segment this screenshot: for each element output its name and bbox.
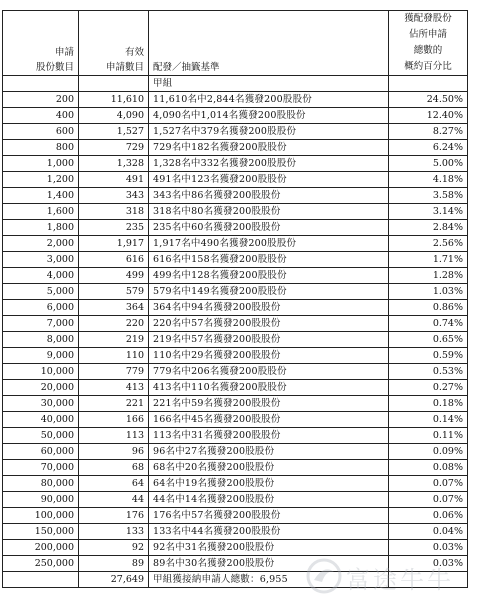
cell-allocation-basis: 499名中128名獲發200股股份 <box>149 268 389 284</box>
table-row <box>3 508 468 524</box>
table-body <box>3 76 468 572</box>
cell-valid-applications: 1,527 <box>79 124 149 140</box>
cell-valid-applications: 11,610 <box>79 92 149 108</box>
allocation-table <box>2 10 468 588</box>
cell-valid-applications: 166 <box>79 412 149 428</box>
cell-valid-applications: 110 <box>79 348 149 364</box>
cell-shares-applied: 10,000 <box>3 364 79 380</box>
cell-shares-applied: 20,000 <box>3 380 79 396</box>
cell-approx-percentage: 0.06% <box>389 508 468 524</box>
table-row <box>3 300 468 316</box>
header-valid-applications: 有效 申請數目 <box>79 11 149 76</box>
cell-approx-percentage: 0.27% <box>389 380 468 396</box>
cell-valid-applications: 44 <box>79 492 149 508</box>
cell-valid-applications: 364 <box>79 300 149 316</box>
total-percentage <box>389 572 468 588</box>
cell-approx-percentage: 1.28% <box>389 268 468 284</box>
cell-valid-applications: 113 <box>79 428 149 444</box>
table-row <box>3 252 468 268</box>
cell-shares-applied: 100,000 <box>3 508 79 524</box>
cell-valid-applications: 64 <box>79 476 149 492</box>
cell-approx-percentage: 0.09% <box>389 444 468 460</box>
cell-approx-percentage: 0.03% <box>389 556 468 572</box>
cell-allocation-basis: 729名中182名獲發200股股份 <box>149 140 389 156</box>
cell-shares-applied: 6,000 <box>3 300 79 316</box>
table-row <box>3 492 468 508</box>
table-row <box>3 236 468 252</box>
cell-shares-applied: 70,000 <box>3 460 79 476</box>
table-row <box>3 348 468 364</box>
cell-valid-applications: 176 <box>79 508 149 524</box>
cell-valid-applications: 499 <box>79 268 149 284</box>
cell-approx-percentage: 0.04% <box>389 524 468 540</box>
cell-valid-applications: 89 <box>79 556 149 572</box>
cell-allocation-basis: 68名中20名獲發200股股份 <box>149 460 389 476</box>
cell-approx-percentage: 0.86% <box>389 300 468 316</box>
table-row <box>3 412 468 428</box>
cell-shares-applied: 200 <box>3 92 79 108</box>
cell-shares-applied: 150,000 <box>3 524 79 540</box>
header-allocation-basis: 配發／抽籤基準 <box>149 11 389 76</box>
cell-approx-percentage: 2.56% <box>389 236 468 252</box>
cell-approx-percentage: 1.03% <box>389 284 468 300</box>
cell-approx-percentage: 5.00% <box>389 156 468 172</box>
table-row <box>3 268 468 284</box>
cell-valid-applications: 133 <box>79 524 149 540</box>
cell-allocation-basis: 779名中206名獲發200股股份 <box>149 364 389 380</box>
cell-approx-percentage: 24.50% <box>389 92 468 108</box>
cell-allocation-basis: 219名中57名獲發200股股份 <box>149 332 389 348</box>
group-label-row <box>3 76 468 92</box>
cell-approx-percentage: 6.24% <box>389 140 468 156</box>
cell-valid-applications: 491 <box>79 172 149 188</box>
cell-shares-applied: 600 <box>3 124 79 140</box>
table-row <box>3 460 468 476</box>
table-row <box>3 444 468 460</box>
cell-valid-applications: 220 <box>79 316 149 332</box>
table-row <box>3 284 468 300</box>
table-header-row <box>3 11 468 76</box>
cell-allocation-basis: 221名中59名獲發200股股份 <box>149 396 389 412</box>
cell-shares-applied: 250,000 <box>3 556 79 572</box>
cell-valid-applications: 779 <box>79 364 149 380</box>
cell-approx-percentage: 0.65% <box>389 332 468 348</box>
table-row <box>3 364 468 380</box>
watermark-text: 富途牛牛 <box>346 566 454 594</box>
table-row <box>3 316 468 332</box>
table-total-row <box>3 572 468 588</box>
table-row <box>3 556 468 572</box>
cell-approx-percentage: 3.58% <box>389 188 468 204</box>
cell-allocation-basis: 4,090名中1,014名獲發200股股份 <box>149 108 389 124</box>
cell-valid-applications: 343 <box>79 188 149 204</box>
cell-allocation-basis: 616名中158名獲發200股股份 <box>149 252 389 268</box>
cell-shares-applied: 400 <box>3 108 79 124</box>
cell-allocation-basis: 96名中27名獲發200股股份 <box>149 444 389 460</box>
cell-shares-applied: 200,000 <box>3 540 79 556</box>
cell-allocation-basis: 579名中149名獲發200股股份 <box>149 284 389 300</box>
cell-valid-applications: 729 <box>79 140 149 156</box>
cell-valid-applications: 579 <box>79 284 149 300</box>
cell-allocation-basis: 92名中31名獲發200股股份 <box>149 540 389 556</box>
cell-shares-applied: 2,000 <box>3 236 79 252</box>
cell-allocation-basis: 113名中31名獲發200股股份 <box>149 428 389 444</box>
cell-allocation-basis: 1,328名中332名獲發200股股份 <box>149 156 389 172</box>
table-row <box>3 172 468 188</box>
table-row <box>3 188 468 204</box>
cell-shares-applied: 1,400 <box>3 188 79 204</box>
cell-shares-applied: 1,800 <box>3 220 79 236</box>
cell-valid-applications: 235 <box>79 220 149 236</box>
table-row <box>3 204 468 220</box>
cell-approx-percentage: 0.07% <box>389 476 468 492</box>
cell-shares-applied: 60,000 <box>3 444 79 460</box>
cell-allocation-basis: 1,527名中379名獲發200股股份 <box>149 124 389 140</box>
cell-valid-applications: 1,917 <box>79 236 149 252</box>
cell-valid-applications: 96 <box>79 444 149 460</box>
cell-approx-percentage: 0.11% <box>389 428 468 444</box>
cell-valid-applications: 413 <box>79 380 149 396</box>
cell-valid-applications: 92 <box>79 540 149 556</box>
cell-shares-applied: 90,000 <box>3 492 79 508</box>
cell-shares-applied: 30,000 <box>3 396 79 412</box>
cell-valid-applications: 219 <box>79 332 149 348</box>
cell-allocation-basis: 235名中60名獲發200股股份 <box>149 220 389 236</box>
cell-valid-applications: 318 <box>79 204 149 220</box>
cell-approx-percentage: 2.84% <box>389 220 468 236</box>
cell-shares-applied: 4,000 <box>3 268 79 284</box>
table-row <box>3 220 468 236</box>
cell-valid-applications: 68 <box>79 460 149 476</box>
cell-allocation-basis: 89名中30名獲發200股股份 <box>149 556 389 572</box>
cell-approx-percentage: 0.18% <box>389 396 468 412</box>
table-row <box>3 428 468 444</box>
total-valid-applications: 27,649 <box>79 572 149 588</box>
cell-approx-percentage: 0.53% <box>389 364 468 380</box>
cell-shares-applied: 5,000 <box>3 284 79 300</box>
cell-shares-applied: 1,000 <box>3 156 79 172</box>
cell-shares-applied: 50,000 <box>3 428 79 444</box>
cell-approx-percentage: 0.14% <box>389 412 468 428</box>
table-row <box>3 156 468 172</box>
cell-shares-applied: 9,000 <box>3 348 79 364</box>
cell-allocation-basis: 166名中45名獲發200股股份 <box>149 412 389 428</box>
table-row <box>3 524 468 540</box>
cell-approx-percentage: 0.07% <box>389 492 468 508</box>
cell-valid-applications: 221 <box>79 396 149 412</box>
cell-shares-applied: 80,000 <box>3 476 79 492</box>
cell-allocation-basis: 364名中94名獲發200股股份 <box>149 300 389 316</box>
cell-approx-percentage: 0.74% <box>389 316 468 332</box>
cell-approx-percentage: 1.71% <box>389 252 468 268</box>
cell-approx-percentage: 0.08% <box>389 460 468 476</box>
table-row <box>3 396 468 412</box>
table-row <box>3 540 468 556</box>
cell-approx-percentage: 3.14% <box>389 204 468 220</box>
table-row <box>3 380 468 396</box>
cell-approx-percentage: 0.59% <box>389 348 468 364</box>
cell-shares-applied: 3,000 <box>3 252 79 268</box>
cell-shares-applied: 8,000 <box>3 332 79 348</box>
total-accepted-applicants: 甲組獲接納申請人總數：6,955 <box>149 572 389 588</box>
cell-shares-applied: 1,200 <box>3 172 79 188</box>
cell-allocation-basis: 176名中57名獲發200股股份 <box>149 508 389 524</box>
header-approx-percentage: 獲配發股份 佔所申請 總數的 概約百分比 <box>389 11 468 76</box>
group-label: 甲組 <box>149 76 389 92</box>
total-shares <box>3 572 79 588</box>
cell-allocation-basis: 44名中14名獲發200股股份 <box>149 492 389 508</box>
cell-shares-applied: 800 <box>3 140 79 156</box>
cell-allocation-basis: 1,917名中490名獲發200股股份 <box>149 236 389 252</box>
cell-shares-applied: 40,000 <box>3 412 79 428</box>
cell-valid-applications: 1,328 <box>79 156 149 172</box>
cell-allocation-basis: 64名中19名獲發200股股份 <box>149 476 389 492</box>
table-row <box>3 124 468 140</box>
table-row <box>3 476 468 492</box>
cell-allocation-basis: 343名中86名獲發200股股份 <box>149 188 389 204</box>
cell-allocation-basis: 413名中110名獲發200股股份 <box>149 380 389 396</box>
cell-approx-percentage: 8.27% <box>389 124 468 140</box>
cell-approx-percentage: 12.40% <box>389 108 468 124</box>
cell-approx-percentage: 0.03% <box>389 540 468 556</box>
cell-valid-applications: 4,090 <box>79 108 149 124</box>
table-row <box>3 140 468 156</box>
cell-valid-applications: 616 <box>79 252 149 268</box>
table-row <box>3 92 468 108</box>
cell-allocation-basis: 318名中80名獲發200股股份 <box>149 204 389 220</box>
cell-allocation-basis: 491名中123名獲發200股股份 <box>149 172 389 188</box>
header-shares-applied: 申請 股份數目 <box>3 11 79 76</box>
cell-shares-applied: 1,600 <box>3 204 79 220</box>
cell-allocation-basis: 133名中44名獲發200股股份 <box>149 524 389 540</box>
cell-allocation-basis: 11,610名中2,844名獲發200股股份 <box>149 92 389 108</box>
cell-approx-percentage: 4.18% <box>389 172 468 188</box>
table-row <box>3 108 468 124</box>
table-row <box>3 332 468 348</box>
cell-allocation-basis: 220名中57名獲發200股股份 <box>149 316 389 332</box>
cell-allocation-basis: 110名中29名獲發200股股份 <box>149 348 389 364</box>
cell-shares-applied: 7,000 <box>3 316 79 332</box>
